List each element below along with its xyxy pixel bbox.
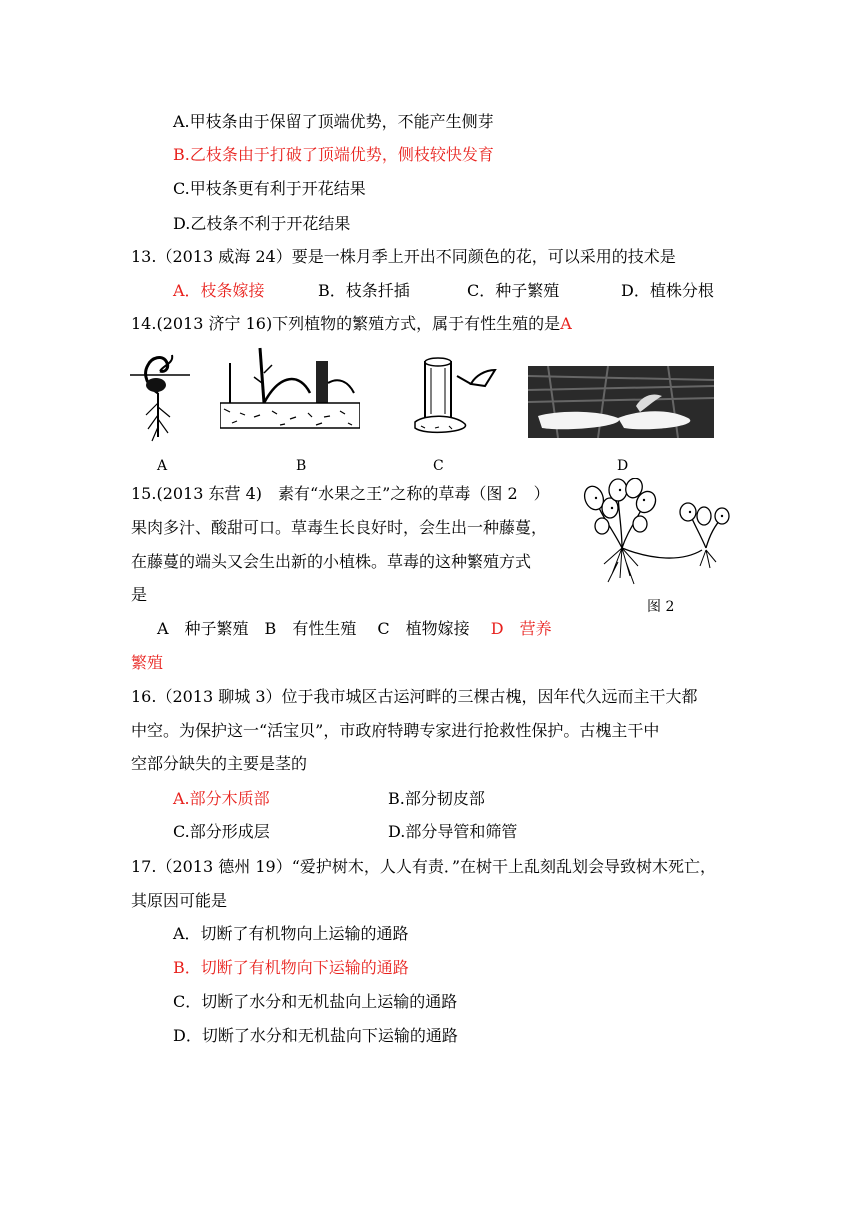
q17-option-b-answer: B．切断了有机物向下运输的通路 [173,958,409,977]
q12-option-c: C.甲枝条更有利于开花结果 [173,179,366,198]
q13-stem: 13.（2013 威海 24）要是一株月季上开出不同颜色的花，可以采用的技术是 [131,247,676,266]
q12-option-a: A.甲枝条由于保留了顶端优势，不能产生侧芽 [173,112,494,131]
q15-option-d-continued: 繁殖 [131,653,164,672]
figure-a-label: A [157,458,168,474]
q16-option-b: B.部分韧皮部 [388,789,485,808]
q16-option-a-answer: A.部分木质部 [173,789,270,808]
q14-answer: A [560,314,572,333]
figure-2-caption: 图 2 [647,599,675,615]
q12-option-b-answer: B.乙枝条由于打破了顶端优势，侧枝较快发育 [173,145,494,164]
q15-options-abc: A 种子繁殖 B 有性生殖 C 植物嫁接 [157,619,470,638]
q15-line-3: 在藤蔓的端头又会生出新的小植株。草毒的这种繁殖方式 [131,552,532,571]
figure-2-strawberry-plant [582,478,732,590]
figure-d-label: D [617,458,629,474]
q15-line-1: 15.(2013 东营 4) 素有“水果之王”之称的草毒（图 2 ） [131,484,550,503]
q14-stem [131,313,572,335]
q13-option-c: C．种子繁殖 [467,281,560,300]
figure-b-label: B [296,458,307,474]
q14-stem-text: 14.(2013 济宁 16)下列植物的繁殖方式，属于有性生殖的是 [131,314,561,333]
figure-c-label: C [433,458,444,474]
figure-b-layering [220,343,360,443]
q17-line-1: 17.（2013 德州 19）“爱护树木，人人有责．”在树干上乱刻乱划会导致树木死亡， [131,857,717,876]
q16-option-c: C.部分形成层 [173,822,270,841]
q12-option-d: D.乙枝条不利于开花结果 [173,214,351,233]
q17-option-c: C．切断了水分和无机盐向上运输的通路 [173,992,458,1011]
q15-options [157,618,552,640]
q15-option-d-answer: D 营养 [490,619,552,638]
q16-option-d: D.部分导管和筛管 [388,822,518,841]
figure-a-seed-germination [130,345,190,445]
q15-line-2: 果肉多汁、酸甜可口。草毒生长良好时，会生出一种藤蔓， [131,518,548,537]
q16-line-3: 空部分缺失的主要是茎的 [131,754,308,773]
figure-d-tuber-propagation [528,366,714,438]
q17-line-2: 其原因可能是 [131,891,228,910]
q17-option-d: D．切断了水分和无机盐向下运输的通路 [173,1026,458,1045]
q15-line-4: 是 [131,585,148,604]
q16-line-2: 中空。为保护这一“活宝贝”，市政府特聘专家进行抢救性保护。古槐主干中 [131,721,660,740]
q16-line-1: 16.（2013 聊城 3）位于我市城区古运河畔的三棵古槐，因年代久远而主干大都 [131,687,698,706]
q13-option-d: D．植株分根 [621,281,714,300]
figure-c-grafting [405,348,505,443]
q13-option-b: B．枝条扦插 [318,281,410,300]
q17-option-a: A．切断了有机物向上运输的通路 [173,924,409,943]
q13-option-a-answer: A．枝条嫁接 [173,281,265,300]
